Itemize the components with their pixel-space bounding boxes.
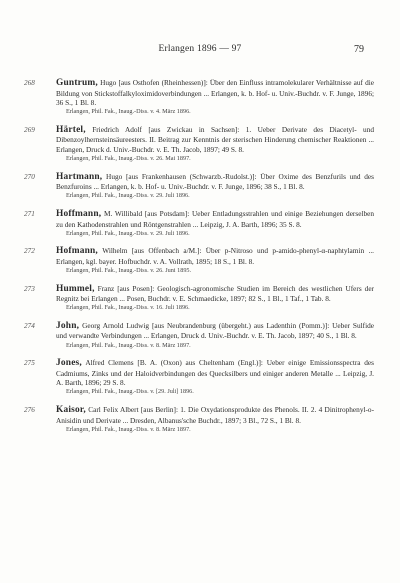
running-title: Erlangen 1896 — 97: [158, 44, 242, 54]
entry-surname: Hummel,: [56, 283, 95, 294]
entry-number: 274: [24, 321, 35, 330]
entry-diss-note: Erlangen, Phil. Fak., Inaug.-Diss. v. 16. Juli 1896.: [66, 304, 190, 312]
entry-269: [24, 125, 374, 164]
page-header: [0, 44, 400, 58]
entry-text: M. Willibald [aus Potsdam]: Ueber Entladungsstrahlen und einige Beziehungen derselben zu den Kathodenstrahlen und Röntgenstrahlen ... Leipzig, J. A. Barth, 1896; 35 S. 8.: [56, 209, 375, 229]
entry-number: 271: [24, 210, 35, 219]
entry-text: Georg Arnold Ludwig [aus Neubrandenburg (übergeht.) aus Ladenthin (Pomm.)]: Ueber Sulfide und verwandte Verbindungen ... Erlangen, Druck d. Univ.-Buchdr. v. E. Th. Jacob, 1897; 40 S., 1 Bl. 8.: [56, 320, 374, 341]
entry-surname: Härtel,: [56, 124, 86, 135]
entry-body: [56, 321, 374, 341]
entry-diss-note: Erlangen, Phil. Fak., Inaug.-Diss. v. [29. Juli] 1896.: [66, 388, 194, 396]
entry-surname: Guntrum,: [56, 78, 98, 88]
entry-diss-note: Erlangen, Phil. Fak., Inaug.-Diss. v. 4. März 1896.: [66, 108, 191, 116]
entry-271: [24, 209, 374, 238]
entry-268: [24, 78, 374, 117]
entry-number: 275: [24, 359, 35, 368]
entry-273: [24, 284, 374, 313]
entry-276: [24, 405, 374, 434]
entry-number: 273: [24, 284, 35, 293]
entry-body: [56, 358, 374, 388]
entry-diss-note: Erlangen, Phil. Fak., Inaug.-Diss. v. 8. März 1897.: [66, 425, 191, 433]
entry-text: Wilhelm [aus Offenbach a/M.]: Über p-Nitroso und p-amido-phenyl-α-naphtylamin ... Erlangen, kgl. bayer. Hofbuchdr. v. A. Vollrath, 1895; 18 S., 1 Bl. 8.: [56, 246, 374, 266]
entry-number: 269: [24, 125, 35, 134]
entry-272: [24, 246, 374, 275]
entry-274: [24, 321, 374, 350]
entry-text: Franz [aus Posen]: Geologisch-agronomische Studien im Bereich des westlichen Ufers der Regnitz bei Erlangen ... Posen, Buchdr. v. E. Schmaedicke, 1897; 82 S., 1 Bl., 1 Taf., 1 Tab. 8.: [56, 283, 374, 304]
entry-surname: Hoffmann,: [56, 209, 102, 220]
entry-text: Alfred Clemens [B. A. (Oxon) aus Cheltenham (Engl.)]: Ueber einige Emissionsspectra des Cadmiums, Zinks und der Haloidverbindungen des Quecksilbers und einiger anderen Metalle ... Leipzig, J. A. Barth, 1896; 29 S. 8.: [56, 358, 374, 388]
entry-body: [56, 125, 374, 155]
entry-body: [56, 284, 374, 304]
entry-diss-note: Erlangen, Phil. Fak., Inaug.-Diss. v. 29. Juli 1896.: [66, 192, 190, 200]
entry-surname: Hartmann,: [56, 171, 103, 182]
entry-275: [24, 358, 374, 397]
entry-diss-note: Erlangen, Phil. Fak., Inaug.-Diss. v. 26. Juni 1895.: [66, 267, 192, 274]
entry-surname: Kaisor,: [56, 405, 86, 416]
entry-body: [56, 209, 374, 229]
entry-number: 276: [24, 406, 35, 415]
entry-number: 268: [24, 79, 35, 87]
entry-text: Friedrich Adolf [aus Zwickau in Sachsen]: 1. Ueber Derivate des Diacetyl- und Dibenzoylhernsteinsäureesters. II. Beitrag zur Kenntnis der sterischen Hinderung chemischer Reaktionen ... Erlangen, Druck d. Univ.-Buchdr. v. E. Th. Jacob, 1897; 49 S. 8.: [56, 124, 374, 155]
entry-text: Hugo [aus Osthofen (Rheinhessen)]: Über den Einfluss intramolekularer Verhältnisse auf die Bildung von Stickstoffalkyloximidoverbindungen ... Erlangen, k. b. Hof- u. Univ.-Buchdr. v. F. Junge, 1896; 36 S., 1 Bl. 8.: [56, 78, 374, 108]
entry-number: 270: [24, 172, 35, 181]
entry-diss-note: Erlangen, Phil. Fak., Inaug.-Diss. v. 8. März 1897.: [66, 341, 191, 349]
entry-diss-note: Erlangen, Phil. Fak., Inaug.-Diss. v. 26. Mai 1897.: [66, 155, 191, 163]
entry-number: 272: [24, 247, 35, 256]
dissertation-list: [24, 78, 374, 442]
entry-body: [56, 78, 374, 108]
entry-body: [56, 405, 374, 425]
entry-surname: John,: [56, 320, 80, 331]
entry-text: Carl Felix Albert [aus Berlin]: 1. Die Oxydationsprodukte des Phenols. II. 2. 4 Dinitrophenyl-o-Anisidin und Derivate ... Dresden, Albanus'sche Buchdr., 1897; 3 Bl., 72 S., 1 Bl. 8.: [56, 405, 374, 425]
entry-surname: Hofmann,: [56, 246, 98, 257]
entry-270: [24, 172, 374, 201]
entry-diss-note: Erlangen, Phil. Fak., Inaug.-Diss. v. 29. Juli 1896.: [66, 229, 190, 237]
entry-surname: Jones,: [56, 358, 82, 369]
page-number: 79: [354, 44, 364, 55]
entry-text: Hugo [aus Frankenhausen (Schwarzb.-Rudolst.)]: Über Oxime des Benzfurils und des Benzfuroins ... Erlangen, k. b. Hof- u. Univ.-Buchdr. v. F. Junge, 1896; 38 S., 1 Bl. 8.: [56, 171, 374, 192]
entry-body: [56, 246, 374, 266]
entry-body: [56, 172, 374, 192]
